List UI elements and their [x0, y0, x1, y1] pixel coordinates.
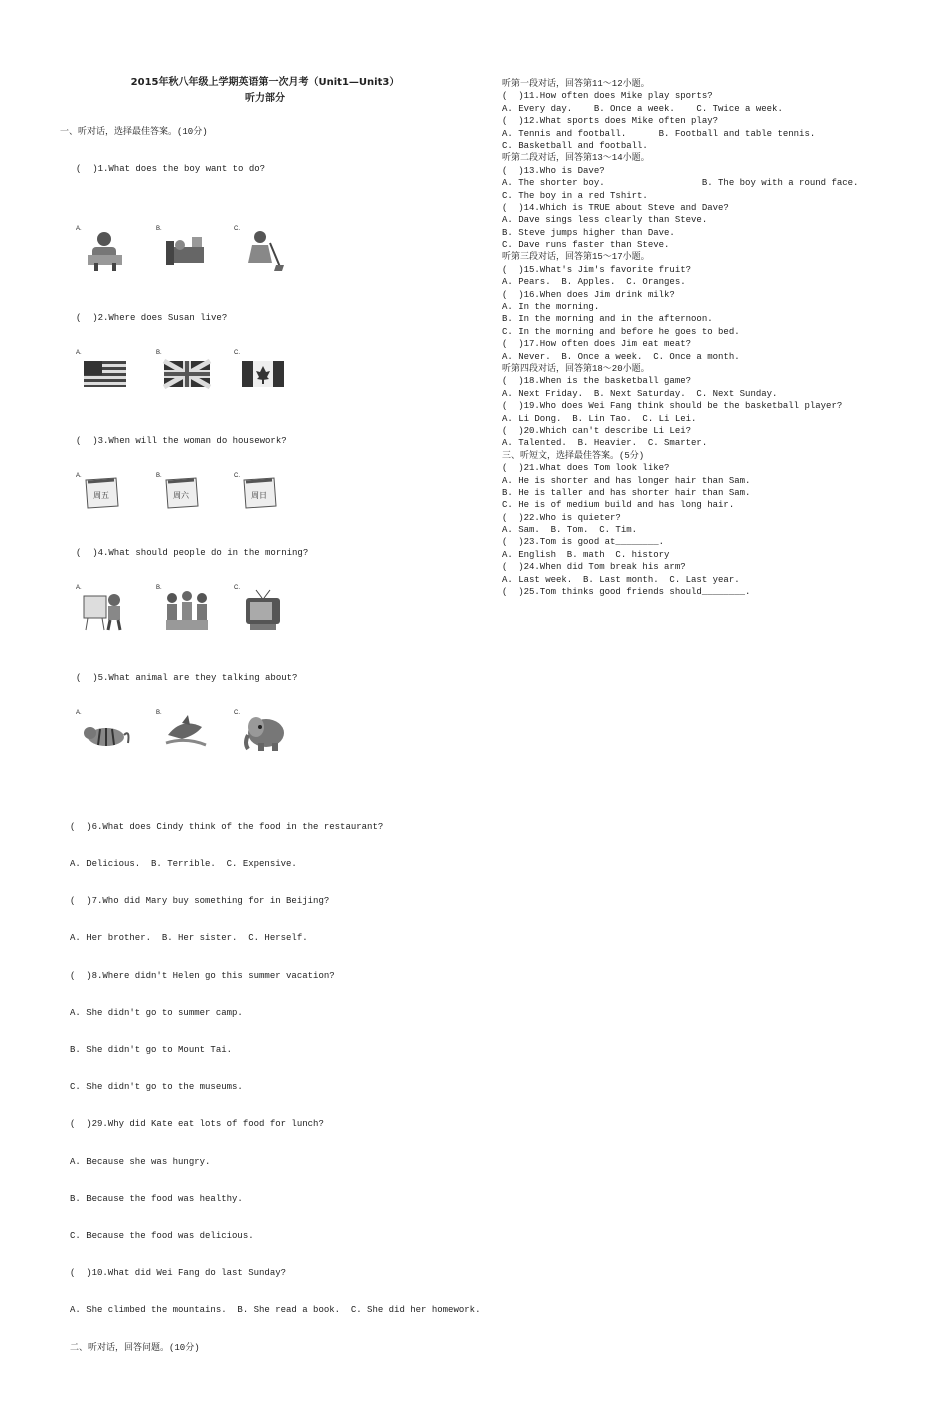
q3-option-c	[236, 472, 286, 520]
right-line: ( )15.What's Jim's favorite fruit?	[502, 264, 692, 275]
right-line: A. Last week. B. Last month. C. Last year.	[502, 574, 740, 585]
right-line: A. Dave sings less clearly than Steve.	[502, 215, 708, 226]
right-line: C. Basketball and football.	[502, 140, 648, 151]
right-line: B. He is taller and has shorter hair than Sam.	[502, 487, 751, 498]
right-line: A. Sam. B. Tom. C. Tim.	[502, 525, 638, 536]
right-line: A. Pears. B. Apples. C. Oranges.	[502, 277, 686, 288]
answer-line: A. Her brother. B. Her sister. C. Herself.	[70, 933, 308, 944]
answer-line: B. Because the food was healthy.	[70, 1193, 243, 1204]
right-line: A. Li Dong. B. Lin Tao. C. Li Lei.	[502, 413, 697, 424]
questions-6-10	[54, 796, 480, 1379]
usa-flag-icon	[82, 359, 128, 389]
right-line: C. The boy in a red Tshirt.	[502, 190, 648, 201]
option-label: B.	[156, 585, 162, 592]
q3-pictures	[60, 472, 480, 510]
answer-line: B. She didn't go to Mount Tai.	[70, 1044, 233, 1055]
question-line: ( )29.Why did Kate eat lots of food for lunch?	[70, 1119, 324, 1130]
q5-option-b	[158, 709, 208, 757]
answer-line: C. Because the food was delicious.	[70, 1230, 254, 1241]
q4-option-a	[78, 584, 128, 632]
calendar-label: 周日	[251, 490, 267, 500]
right-line: ( )14.Which is TRUE about Steve and Dave?	[502, 202, 729, 213]
q2-option-c	[236, 349, 286, 397]
option-label: C.	[234, 350, 240, 357]
option-label: B.	[156, 709, 162, 716]
right-line: A. Tennis and football. B. Football and table tennis.	[502, 128, 816, 139]
q3-option-a	[78, 472, 128, 520]
q5-pictures	[60, 709, 480, 759]
elephant-icon	[240, 713, 290, 753]
right-line: 听第一段对话，回答第11～12小题。	[502, 79, 650, 89]
question-4: ( )4.What should people do in the morning?	[76, 548, 309, 559]
option-label: A.	[76, 585, 82, 592]
uk-flag-icon	[162, 359, 212, 389]
right-line: B. In the morning and in the afternoon.	[502, 314, 713, 325]
q1-option-b	[158, 225, 208, 273]
option-label: B.	[156, 226, 162, 233]
option-label: B.	[156, 472, 162, 479]
right-line: ( )11.How often does Mike play sports?	[502, 91, 713, 102]
q2-option-a	[78, 349, 128, 397]
right-line: ( )19.Who does Wei Fang think should be the basketball player?	[502, 401, 843, 412]
q3-option-b	[158, 472, 208, 520]
right-line: C. In the morning and before he goes to bed.	[502, 326, 740, 337]
question-2: ( )2.Where does Susan live?	[76, 313, 228, 324]
right-line: A. Next Friday. B. Next Saturday. C. Next Sunday.	[502, 388, 778, 399]
calendar-label: 周六	[173, 490, 189, 500]
q5-option-c	[236, 709, 286, 757]
right-line: ( )22.Who is quieter?	[502, 512, 621, 523]
answer-line: A. She climbed the mountains. B. She read a book. C. She did her homework.	[70, 1305, 481, 1316]
boy-drawing-icon	[82, 588, 128, 630]
question-line: ( )10.What did Wei Fang do last Sunday?	[70, 1268, 287, 1279]
right-line: A. English B. math C. history	[502, 549, 670, 560]
right-line: 听第三段对话，回答第15～17小题。	[502, 252, 650, 263]
calendar-label: 周五	[93, 490, 109, 500]
right-line: A. Talented. B. Heavier. C. Smarter.	[502, 438, 708, 449]
q2-option-b	[158, 349, 208, 397]
answer-line: A. Delicious. B. Terrible. C. Expensive.	[70, 858, 297, 869]
right-line: C. He is of medium build and has long hair.	[502, 500, 735, 511]
answer-line: C. She didn't go to the museums.	[70, 1082, 243, 1093]
right-line: ( )13.Who is Dave?	[502, 165, 605, 176]
people-exercising-icon	[162, 588, 212, 632]
page-subtitle: 听力部分	[245, 93, 285, 104]
q1-option-a	[78, 225, 128, 273]
option-label: A.	[76, 350, 82, 357]
q5-option-a	[78, 709, 128, 757]
right-line: ( )20.Which can't describe Li Lei?	[502, 425, 692, 436]
right-line: ( )25.Tom thinks good friends should________.	[502, 587, 751, 598]
q1-option-c	[236, 225, 286, 273]
question-line: ( )7.Who did Mary buy something for in Beijing?	[70, 896, 330, 907]
right-line: ( )21.What does Tom look like?	[502, 463, 670, 474]
question-1: ( )1.What does the boy want to do?	[76, 164, 266, 175]
question-line: ( )6.What does Cindy think of the food in the restaurant?	[70, 821, 384, 832]
television-icon	[240, 588, 286, 632]
girl-sweeping-icon	[240, 229, 286, 271]
right-line: A. In the morning.	[502, 302, 600, 313]
right-line: ( )17.How often does Jim eat meat?	[502, 339, 692, 350]
right-line: A. Every day. B. Once a week. C. Twice a week.	[502, 103, 783, 114]
option-label: C.	[234, 709, 240, 716]
right-column	[502, 78, 922, 598]
right-line: B. Steve jumps higher than Dave.	[502, 227, 675, 238]
right-line: A. Never. B. Once a week. C. Once a month.	[502, 351, 740, 362]
right-line: ( )18.When is the basketball game?	[502, 376, 692, 387]
question-line: ( )8.Where didn't Helen go this summer vacation?	[70, 970, 335, 981]
tiger-icon	[82, 713, 132, 753]
canada-flag-icon	[240, 359, 286, 389]
boy-bed-icon	[162, 229, 208, 271]
option-label: A.	[76, 472, 82, 479]
question-3: ( )3.When will the woman do housework?	[76, 435, 287, 446]
right-line: 听第二段对话，回答第13～14小题。	[502, 153, 650, 164]
option-label: C.	[234, 226, 240, 233]
right-line: ( )16.When does Jim drink milk?	[502, 289, 675, 300]
right-line: A. The shorter boy. B. The boy with a round face.	[502, 178, 859, 189]
section-heading: 一、听对话，选择最佳答案。(10分)	[60, 126, 208, 137]
q2-pictures	[60, 349, 480, 397]
answer-line: A. She didn't go to summer camp.	[70, 1007, 243, 1018]
right-line: ( )24.When did Tom break his arm?	[502, 562, 686, 573]
calendar-icon	[82, 476, 122, 510]
section-heading: 二、听对话，回答问题。(10分)	[70, 1342, 200, 1353]
option-label: C.	[234, 585, 240, 592]
q4-option-c	[236, 584, 286, 632]
calendar-icon	[240, 476, 280, 510]
dolphin-icon	[162, 713, 212, 753]
right-line: 三、听短文，选择最佳答案。(5分)	[502, 450, 645, 461]
q4-pictures	[60, 584, 480, 634]
right-line: ( )23.Tom is good at________.	[502, 537, 665, 548]
calendar-icon	[162, 476, 202, 510]
boy-reading-icon	[82, 229, 128, 271]
right-line: ( )12.What sports does Mike often play?	[502, 116, 719, 127]
q1-pictures	[60, 225, 480, 275]
question-5: ( )5.What animal are they talking about?	[76, 672, 298, 683]
q4-option-b	[158, 584, 208, 632]
option-label: B.	[156, 350, 162, 357]
answer-line: A. Because she was hungry.	[70, 1156, 211, 1167]
option-label: A.	[76, 226, 82, 233]
left-column	[60, 101, 480, 1404]
right-line: C. Dave runs faster than Steve.	[502, 240, 670, 251]
page-title: 2015年秋八年级上学期英语第一次月考（Unit1—Unit3）	[130, 77, 400, 88]
option-label: C.	[234, 472, 240, 479]
option-label: A.	[76, 709, 82, 716]
right-line: A. He is shorter and has longer hair than Sam.	[502, 475, 751, 486]
right-line: 听第四段对话，回答第18～20小题。	[502, 363, 650, 374]
